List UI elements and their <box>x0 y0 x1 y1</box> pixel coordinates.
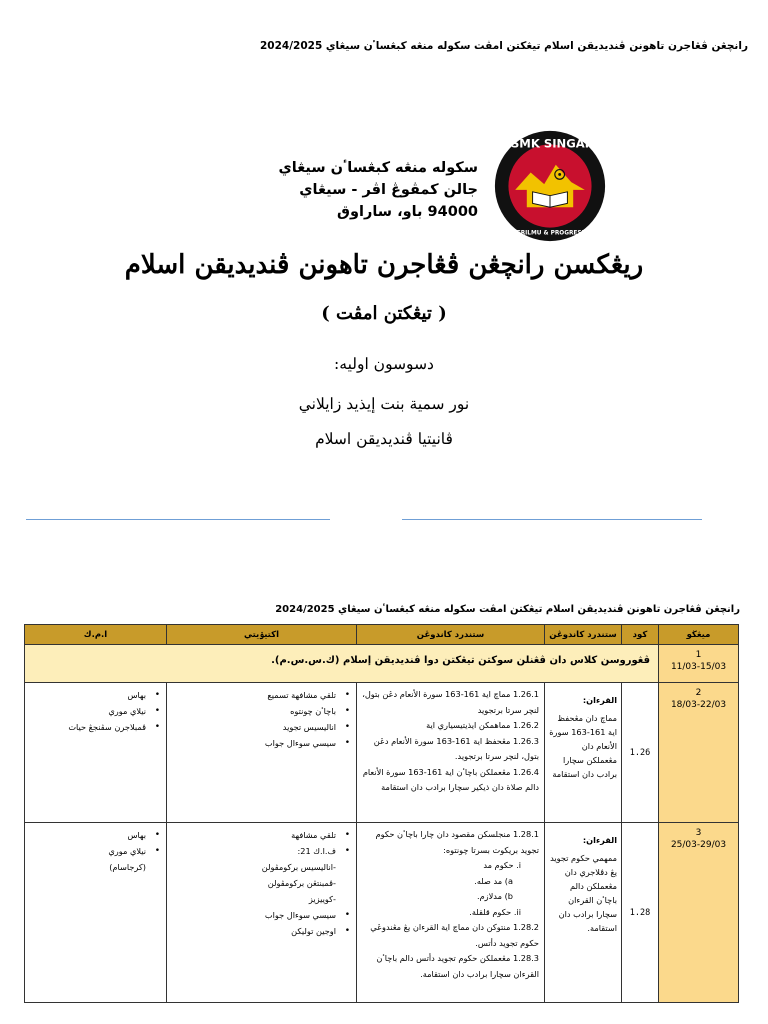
document-subtitle: ( تيڠكتن امڤت ) <box>321 303 447 324</box>
list-item: • بهاس <box>31 827 160 843</box>
col-learning-standard: ستندرد كاندوڠن <box>357 625 545 645</box>
list-item: (كرجاسام) <box>109 862 146 872</box>
col-activity: اكتيۏيتي <box>167 625 357 645</box>
list-item: • تلقي مشافهة <box>173 827 350 843</box>
list-item: -اناليسيس بركومڤولن <box>261 862 336 872</box>
code-cell: 1.26 <box>622 683 659 823</box>
list-item: • تلقي مشافهة تسميع <box>173 687 350 703</box>
list-item: • نيلاي موري <box>31 703 160 719</box>
list-item: • اناليسيس تجويد <box>173 719 350 735</box>
table-header-row <box>25 625 739 645</box>
logo-top-text: SMK SINGAI <box>510 136 590 151</box>
yearly-plan-table <box>24 624 739 1003</box>
document-title: ريڠكسن رانچڠن ڤڠاجرن تاهونن ڤنديديقن اسلام <box>124 250 644 280</box>
prepared-by-label: دسوسون اوليه: <box>334 355 434 373</box>
list-item: • ف.ا.ك 21: <box>173 843 350 859</box>
orientation-band: ڤڠوروسن كلاس دان ڤڠنلن سوكتن تيڠكتن دوا ڤنديديقن إسلام (ك.س.س.م). <box>25 645 659 683</box>
col-code: كود <box>622 625 659 645</box>
content-standard-cell: القرءان: مماچ دان مڠحفظ اية 161-163 سورة الأنعام دان مڠعملكن سچارا برادب دان استقامة <box>545 683 622 823</box>
school-logo <box>492 128 608 244</box>
list-item: • سيسي سوءال جواب <box>173 907 350 923</box>
learning-standard-cell: 1.28.1 منجلسكن مقصود دان چارا باچاٴن حكوم تجويد بريكوت بسرتا چونتوه: i. حكوم مد a) مد صله. b) مدلازم. ii. حكوم قلقلة. 1.28.2 منتوكن دان مماچ اية القرءان يڠ مڠندوڠي حكوم تجويد دأتس. 1.28.3 مڠعملكن حكوم تجويد دأتس دالم باچاٴن القرءان سچارا برادب دان استقامة. <box>357 823 545 1003</box>
signature-line-right <box>402 519 702 520</box>
list-item: • بهاس <box>31 687 160 703</box>
logo-bottom-text: BERILMU & PROGRESIF <box>512 230 588 237</box>
signature-line-left <box>26 519 330 520</box>
col-cross-curricular: ا.م.ك <box>25 625 167 645</box>
school-postcode: 94000 باو، ساراوق <box>337 204 478 220</box>
list-item: • باچاٴن چونتوه <box>173 703 350 719</box>
page-header: رانچڠن ڤڠاجرن تاهونن ڤنديديقن اسلام تيڠكتن امڤت سكوله منڠه كبڠسا‌ٴن سيڠاي 2024/2025 <box>259 40 748 52</box>
prepared-by-department: ڤانيتيا ڤنديديقن اسلام <box>315 430 453 448</box>
learning-standard-cell: 1.26.1 مماچ اية 161-163 سورة الأنعام دڠن بتول، لنچر سرتا برتجويد 1.26.2 مماهمكن ايذيتيسياري اية 1.26.3 مڠحفظ اية 161-163 سورة الأنعام دڠن بتول، لنچر سرتا برتجويد. 1.26.4 مڠعملكن باچاٴن اية 161-163 سورة الأنعام دالم صلاة دان ذيكير سچارا برادب دان استقامة <box>357 683 545 823</box>
activity-cell <box>167 683 357 823</box>
list-item: -ڤمبنتڠن بركومڤولن <box>267 878 336 888</box>
list-item: • سيسي سوءال جواب <box>173 735 350 751</box>
list-item: • ڤمبلاجرن سڤنجڠ حيات <box>31 719 160 735</box>
table-row <box>25 823 739 1003</box>
table-title: رانچڠن ڤڠاجرن تاهونن ڤنديديقن اسلام تيڠكتن امڤت سكوله منڠه كبڠسا‌ٴن سيڠاي 2024/2025 <box>275 604 740 615</box>
school-address <box>278 157 478 223</box>
code-cell: 1.28 <box>622 823 659 1003</box>
cross-curricular-cell <box>25 683 167 823</box>
school-name: سكوله منڠه كبڠسا‌ٴن سيڠاي <box>278 160 478 176</box>
cross-curricular-cell <box>25 823 167 1003</box>
table-row <box>25 645 739 683</box>
table-row <box>25 683 739 823</box>
week-cell: 3 25/03-29/03 <box>659 823 739 1003</box>
list-item: • نيلاي موري <box>31 843 160 859</box>
list-item: -كوييزيز <box>308 894 336 904</box>
activity-cell <box>167 823 357 1003</box>
col-content-standard: ستندرد كاندوڠن <box>545 625 622 645</box>
week-cell: 1 11/03-15/03 <box>659 645 739 683</box>
col-week: ميڠڬو <box>659 625 739 645</box>
list-item: • اوجين توليكن <box>173 923 350 939</box>
school-street: جالن كمڤوڠ اڤر - سيڠاي <box>299 182 478 198</box>
week-cell: 2 18/03-22/03 <box>659 683 739 823</box>
content-standard-cell: القرءان: ممهمي حكوم تجويد يڠ دڤلاجري دان مڠعملكن دالم باچاٴن القرءان سچارا برادب دان استقامة. <box>545 823 622 1003</box>
prepared-by-name: نور سمية بنت إيذيد زايلاني <box>298 395 470 413</box>
